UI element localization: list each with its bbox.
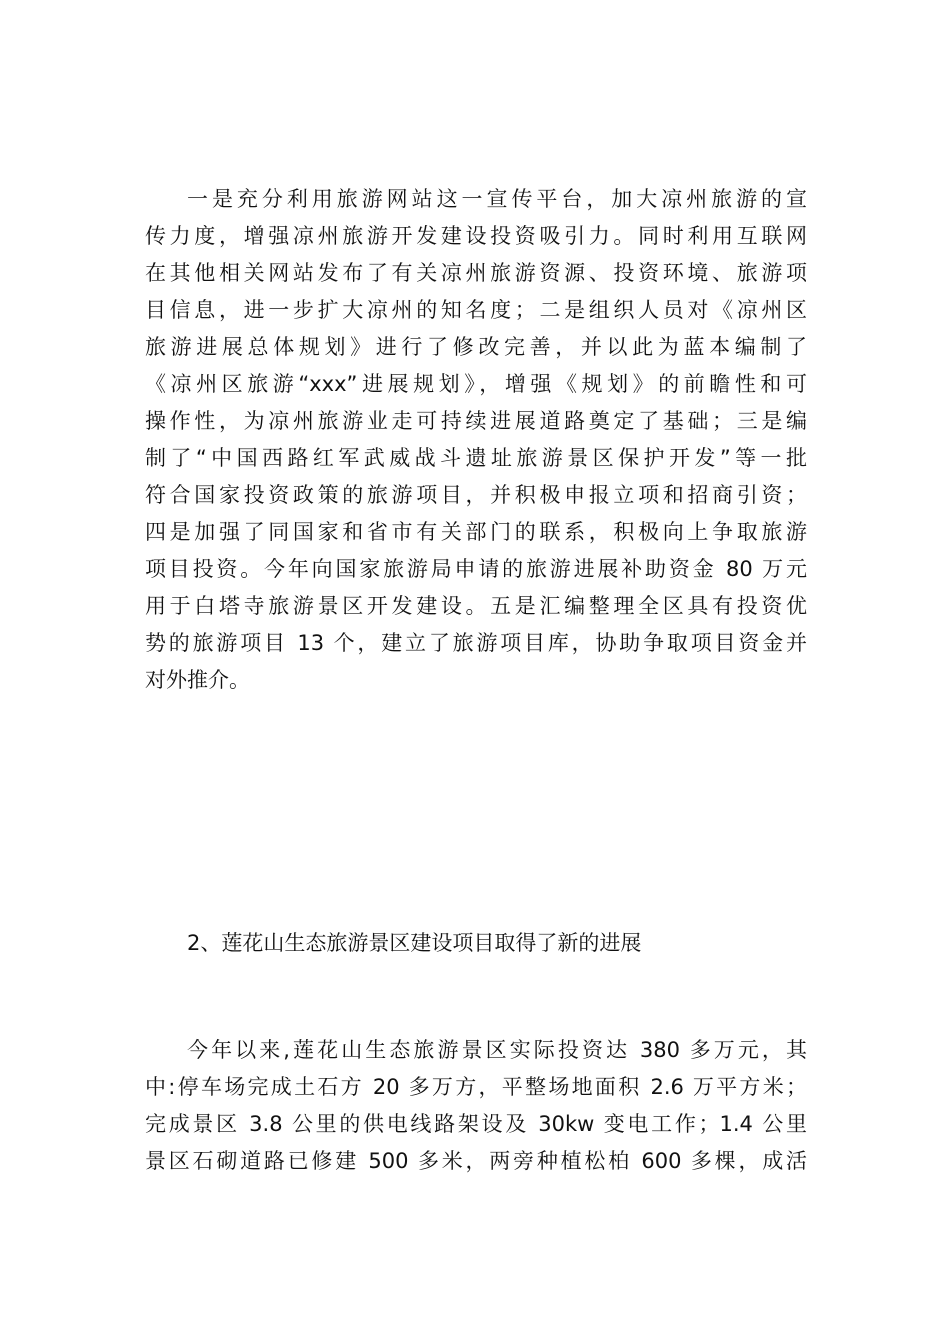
- paragraph-line: 一是充分利用旅游网站这一宣传平台，加大凉州旅游的宣: [187, 187, 807, 211]
- paragraph-line: 旅游进展总体规划》进行了修改完善，并以此为蓝本编制了: [145, 335, 807, 359]
- paragraph-line: 四是加强了同国家和省市有关部门的联系，积极向上争取旅游: [145, 520, 807, 544]
- paragraph-line: 制了“中国西路红军武威战斗遗址旅游景区保护开发”等一批: [145, 446, 807, 470]
- paragraph-line: 目信息，进一步扩大凉州的知名度；二是组织人员对《凉州区: [145, 298, 807, 322]
- paragraph-line: 对外推介。: [145, 668, 250, 692]
- paragraph-line: 在其他相关网站发布了有关凉州旅游资源、投资环境、旅游项: [145, 261, 807, 285]
- paragraph-line: 景区石砌道路已修建 500 多米，两旁种植松柏 600 多棵，成活: [145, 1149, 807, 1173]
- paragraph-line: 中:停车场完成土石方 20 多万方，平整场地面积 2.6 万平方米；: [145, 1075, 807, 1099]
- paragraph-line: 完成景区 3.8 公里的供电线路架设及 30kw 变电工作；1.4 公里: [145, 1112, 807, 1136]
- paragraph-line: 符合国家投资政策的旅游项目，并积极申报立项和招商引资；: [145, 483, 807, 507]
- body-paragraph-2: [145, 1032, 807, 1180]
- section-heading: [145, 925, 807, 962]
- paragraph-line: 项目投资。今年向国家旅游局申请的旅游进展补助资金 80 万元: [145, 557, 807, 581]
- paragraph-line: 传力度，增强凉州旅游开发建设投资吸引力。同时利用互联网: [145, 224, 807, 248]
- section-heading-text: 2、莲花山生态旅游景区建设项目取得了新的进展: [187, 931, 642, 955]
- paragraph-line: 《凉州区旅游“xxx”进展规划》，增强《规划》的前瞻性和可: [145, 372, 807, 396]
- body-paragraph-1: [145, 181, 807, 699]
- paragraph-line: 操作性，为凉州旅游业走可持续进展道路奠定了基础；三是编: [145, 409, 807, 433]
- paragraph-line: 用于白塔寺旅游景区开发建设。五是汇编整理全区具有投资优: [145, 594, 807, 618]
- paragraph-line: 今年以来,莲花山生态旅游景区实际投资达 380 多万元，其: [187, 1038, 807, 1062]
- paragraph-line: 势的旅游项目 13 个，建立了旅游项目库，协助争取项目资金并: [145, 631, 807, 655]
